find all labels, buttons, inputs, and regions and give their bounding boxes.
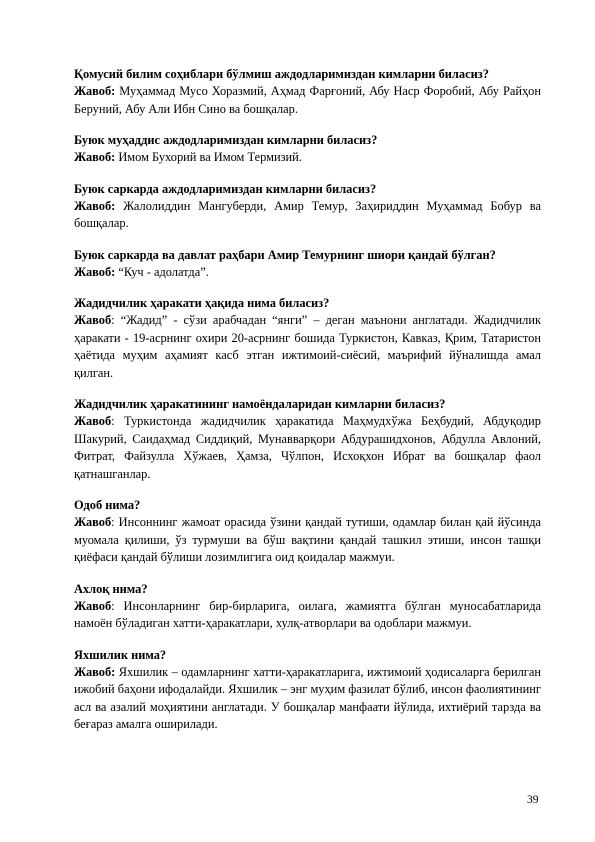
document-page [74, 66, 541, 748]
question-9: Яхшилик нима? [74, 647, 167, 662]
question-1: Қомусий билим соҳиблари бўлмиш аждодларимиздан кимларни биласиз? [74, 67, 489, 81]
qa-block-9 [74, 647, 541, 734]
answer-label-8: Жавоб [74, 598, 112, 613]
answer-5 [74, 312, 541, 382]
answer-3 [74, 198, 541, 233]
question-4: Буюк саркарда ва давлат раҳбари Амир Темурнинг шиори қандай бўлган? [74, 247, 496, 262]
answer-9 [74, 664, 541, 734]
answer-label-6: Жавоб [74, 414, 112, 428]
qa-block-7 [74, 497, 541, 567]
answer-6 [74, 413, 541, 483]
answer-2 [74, 149, 541, 167]
answer-label-7: Жавоб [74, 515, 112, 529]
question-8: Ахлоқ нима? [74, 581, 148, 596]
qa-block-1 [74, 66, 541, 118]
answer-label-4: Жавоб: [74, 264, 116, 279]
qa-block-8 [74, 581, 541, 633]
answer-text-6: : Туркистонда жадидчилик ҳаракатида Маҳмудхўжа Беҳбудий, Абдуқодир Шакурий, Саидаҳмад Сиддиқий, Мунавварқори Абдурашидхонов, Абдулла Авлоний, Фитрат, Файзулла Хўжаев, Ҳамза, Чўлпон, Исхоқхон Ибрат ва бошқалар фаол қатнашганлар. [74, 414, 541, 481]
answer-8 [74, 598, 541, 633]
answer-1 [74, 83, 541, 118]
answer-label-1: Жавоб: [74, 84, 116, 98]
answer-label-5: Жавоб [74, 313, 112, 327]
question-5: Жадидчилик ҳаракати ҳақида нима биласиз? [74, 296, 330, 310]
answer-label-2: Жавоб: [74, 150, 116, 164]
answer-label-3: Жавоб: [74, 198, 116, 213]
question-3: Буюк саркарда аждодларимиздан кимларни биласиз? [74, 181, 377, 196]
answer-7 [74, 514, 541, 567]
answer-label-9: Жавоб: [74, 664, 116, 679]
answer-text-3: Жалолиддин Мангуберди, Амир Темур, Заҳириддин Муҳаммад Бобур ва бошқалар. [74, 198, 541, 230]
answer-text-9: Яхшилик – одамларнинг хатти-ҳаракатларига, ижтимоий ҳодисаларга берилган ижобий баҳони ифодалайди. Яхшилик – энг муҳим фазилат бўлиб, инсон фаолиятининг асл ва азалий моҳиятини англатади. У бошқалар манфаати йўлида, ихтиёрий тарзда ва беғараз амалга оширилади. [74, 664, 541, 731]
qa-block-6 [74, 396, 541, 483]
answer-text-2: Имом Бухорий ва Имом Термизий. [115, 150, 302, 164]
qa-block-5 [74, 295, 541, 382]
answer-text-8: : Инсонларнинг бир-бирларига, оилага, жамиятга бўлган муносабатларида намоён бўладиган хатти-ҳаракатлари, хулқ-атворлари ва одоблари мажмуи. [74, 598, 541, 630]
page-number: 39 [527, 794, 539, 806]
qa-block-3 [74, 181, 541, 233]
qa-block-4 [74, 247, 541, 282]
answer-4 [74, 264, 541, 282]
answer-text-7: : Инсоннинг жамоат орасида ўзини қандай тутиши, одамлар билан қай йўсинда муомала қилиши, ўз турмуши ва бўш вақтини қандай ташкил этиши, инсон ташқи қиёфаси қандай бўлиши лозимлигига оид қоидалар мажмуи. [74, 515, 541, 564]
question-7: Одоб нима? [74, 498, 141, 512]
answer-text-1: Муҳаммад Мусо Хоразмий, Аҳмад Фарғоний, Абу Наср Форобий, Абу Райҳон Беруний, Абу Али Ибн Сино ва бошқалар. [74, 84, 541, 116]
question-6: Жадидчилик ҳаракатининг намоёндаларидан кимларни биласиз? [74, 397, 446, 411]
question-2: Буюк муҳаддис аждодларимиздан кимларни биласиз? [74, 133, 378, 147]
qa-block-2 [74, 132, 541, 167]
answer-text-4: “Куч - адолатда”. [115, 264, 209, 279]
answer-text-5: : “Жадид” - сўзи арабчадан “янги” – деган маънони англатади. Жадидчилик ҳаракати - 19-асрнинг охири 20-асрнинг бошида Туркистон, Кавказ, Қрим, Татаристон ҳаётида муҳим аҳамият касб этган ижтимоий-сиёсий, маърифий йўналишда амал қилган. [74, 313, 541, 380]
